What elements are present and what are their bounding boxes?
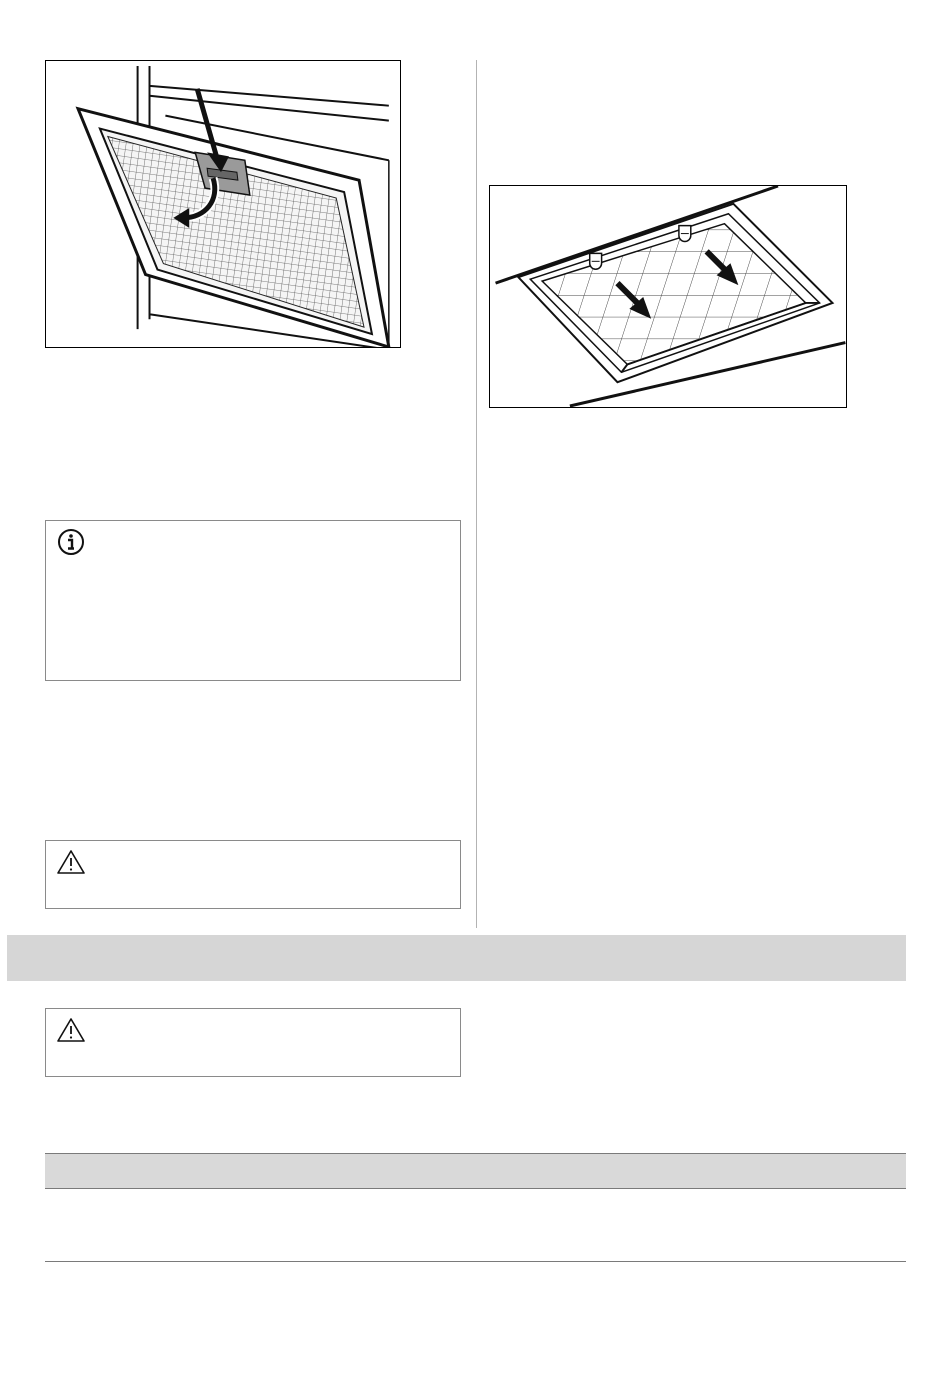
section-heading-band [7, 935, 906, 981]
filter-insertion-figure [489, 185, 847, 408]
filter-removal-figure [45, 60, 401, 348]
grease-filter-removal-icon [46, 61, 400, 347]
warning-note-box-1 [45, 840, 461, 909]
warning-triangle-icon [56, 847, 86, 877]
troubleshooting-table [45, 1153, 906, 1262]
warning-triangle-icon [56, 1015, 86, 1045]
info-icon [56, 527, 86, 557]
warning-note-box-2 [45, 1008, 461, 1077]
column-divider [476, 60, 477, 928]
table-header-row [45, 1153, 906, 1189]
grease-filter-insertion-icon [490, 186, 846, 407]
info-note-box [45, 520, 461, 681]
table-row [45, 1189, 906, 1262]
